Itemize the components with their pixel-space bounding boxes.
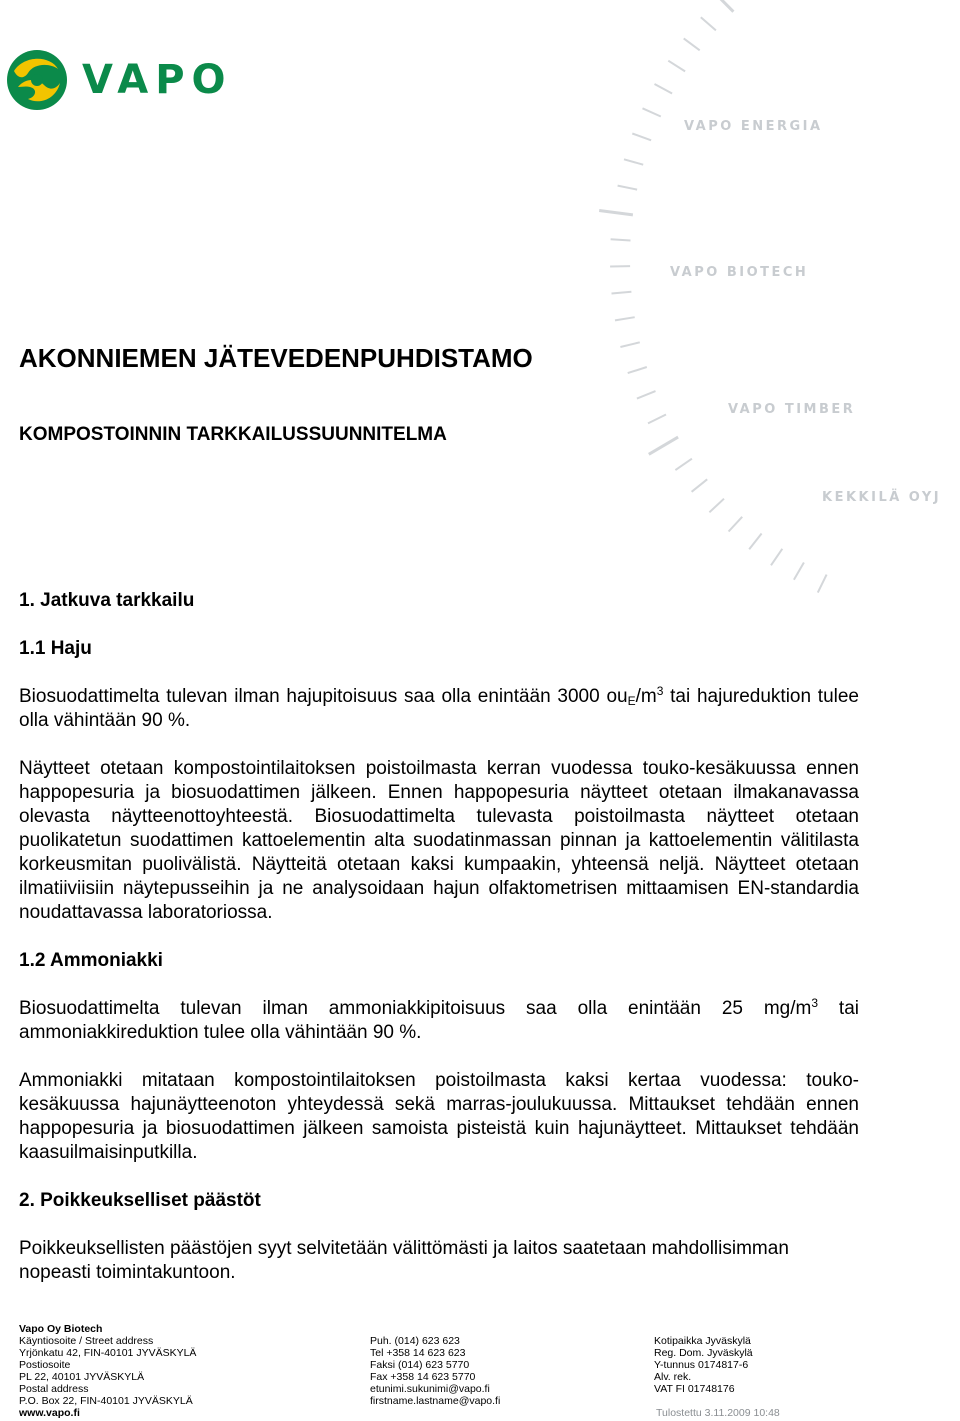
tick-mark bbox=[599, 211, 633, 215]
footer-line: P.O. Box 22, FIN-40101 JYVÄSKYLÄ bbox=[19, 1395, 193, 1407]
section-heading-1: 1. Jatkuva tarkkailu bbox=[19, 590, 195, 611]
printed-timestamp: Tulostettu 3.11.2009 10:48 bbox=[656, 1407, 780, 1419]
tick-mark bbox=[771, 549, 782, 566]
tick-mark bbox=[655, 84, 673, 94]
footer-email-fi: etunimi.sukunimi@vapo.fi bbox=[370, 1383, 490, 1395]
tick-mark bbox=[709, 499, 724, 513]
ammonia-limit-text-b: tai ammoniakkireduktion tulee olla vähintään 90 %. bbox=[19, 998, 859, 1043]
tick-mark bbox=[620, 342, 639, 347]
footer-line: Postal address bbox=[19, 1383, 89, 1395]
footer-website: www.vapo.fi bbox=[19, 1407, 80, 1419]
footer-line: Yrjönkatu 42, FIN-40101 JYVÄSKYLÄ bbox=[19, 1347, 197, 1359]
paragraph-odour-sampling: Näytteet otetaan kompostointilaitoksen poistoilmasta kerran vuodessa touko-kesäkuussa ennen happopesuria ja biosuodattimen jälkeen. Ennen happopesuria näytteet otetaan ilmakanavassa olevasta näytteenottoyhteestä. Biosuodattimelta tulevasta poistoilmasta näytteet otetaan puolikatetun suodattimen kattoelementin alta suodatinmassan pinnan ja kattoelementin välitilasta korkeusmitan puolivälistä. Näytteitä otetaan kaksi kumpaakin, yhteensä neljä. Näytteet otetaan ilmatiiviisiin näytepusseihin ja ne analysoidaan hajun olfaktometrisen mittaamisen EN-standardia noudattavassa laboratoriossa. bbox=[19, 758, 859, 923]
footer-line: Y-tunnus 0174817-6 bbox=[654, 1359, 749, 1371]
paragraph-odour-limit bbox=[19, 685, 859, 733]
tick-mark bbox=[648, 415, 666, 424]
tick-mark bbox=[618, 186, 638, 190]
odour-limit-text-b: /m bbox=[635, 686, 657, 707]
footer-address-column bbox=[19, 1323, 196, 1419]
division-label-energia: VAPO ENERGIA bbox=[684, 119, 823, 134]
footer-registration-column bbox=[654, 1335, 753, 1395]
tick-mark bbox=[668, 61, 685, 72]
footer-email: firstname.lastname@vapo.fi bbox=[370, 1395, 501, 1407]
document-subtitle: KOMPOSTOINNIN TARKKAILUSSUUNNITELMA bbox=[19, 424, 447, 445]
footer-phone: Puh. (014) 623 623 bbox=[370, 1335, 460, 1347]
tick-mark bbox=[637, 391, 656, 399]
tick-mark bbox=[612, 292, 632, 294]
tick-mark bbox=[628, 367, 647, 373]
tick-mark bbox=[701, 17, 716, 30]
document-body bbox=[19, 589, 859, 1309]
footer-line: VAT FI 01748176 bbox=[654, 1383, 735, 1395]
odour-limit-text-c: tai hajureduktion tulee olla vähintään 90 %. bbox=[19, 686, 859, 731]
tick-mark bbox=[649, 437, 678, 454]
footer-fax-fi: Faksi (014) 623 5770 bbox=[370, 1359, 470, 1371]
tick-mark bbox=[684, 38, 700, 50]
division-label-kekkila: KEKKILÄ OYJ bbox=[822, 490, 942, 505]
tick-mark bbox=[709, 0, 733, 12]
paragraph-ammonia-limit bbox=[19, 997, 859, 1045]
footer-contact-column bbox=[370, 1335, 500, 1407]
footer-company-name: Vapo Oy Biotech bbox=[19, 1323, 103, 1335]
logo-wordmark: VAPO bbox=[82, 57, 233, 103]
tick-mark bbox=[675, 459, 692, 470]
tick-mark bbox=[632, 134, 651, 141]
footer-tel: Tel +358 14 623 623 bbox=[370, 1347, 466, 1359]
footer-line: Käyntiosoite / Street address bbox=[19, 1335, 154, 1347]
footer-line: Reg. Dom. Jyväskylä bbox=[654, 1347, 753, 1359]
division-label-biotech: VAPO BIOTECH bbox=[670, 265, 809, 280]
footer-fax: Fax +358 14 623 5770 bbox=[370, 1371, 476, 1383]
section-heading-1-2: 1.2 Ammoniakki bbox=[19, 950, 163, 971]
odour-unit-subscript: E bbox=[627, 694, 636, 708]
tick-mark bbox=[643, 108, 661, 116]
odour-limit-text-a: Biosuodattimelta tulevan ilman hajupitoisuus saa olla enintään 3000 ou bbox=[19, 686, 628, 707]
tick-mark bbox=[729, 517, 743, 532]
footer-line: Alv. rek. bbox=[654, 1371, 692, 1383]
tick-mark bbox=[624, 159, 643, 164]
ammonia-unit-superscript: 3 bbox=[811, 996, 819, 1010]
footer-line: PL 22, 40101 JYVÄSKYLÄ bbox=[19, 1371, 145, 1383]
tick-mark bbox=[692, 479, 708, 492]
tick-mark bbox=[794, 563, 804, 580]
division-label-timber: VAPO TIMBER bbox=[728, 402, 856, 417]
tick-mark bbox=[615, 317, 635, 320]
tick-mark bbox=[611, 239, 631, 240]
footer-line: Postiosoite bbox=[19, 1359, 71, 1371]
decorative-tick-arc bbox=[0, 0, 960, 600]
paragraph-ammonia-measurement: Ammoniakki mitataan kompostointilaitoksen poistoilmasta kaksi kertaa vuodessa: touko-kesäkuussa hajunäytteenoton yhteydessä sekä marras-joulukuussa. Mittaukset tehdään ennen happopesuria ja biosuodattimen jälkeen samoista pisteistä kuin hajunäytteet. Mittaukset tehdään kaasuilmaisinputkilla. bbox=[19, 1070, 859, 1163]
tick-mark bbox=[749, 534, 761, 550]
section-heading-1-1: 1.1 Haju bbox=[19, 638, 92, 659]
paragraph-exceptional-emissions: Poikkeuksellisten päästöjen syyt selvitetään välittömästi ja laitos saatetaan mahdollisimman nopeasti toimintakuntoon. bbox=[19, 1238, 789, 1283]
odour-unit-superscript: 3 bbox=[656, 684, 664, 698]
ammonia-limit-text-a: Biosuodattimelta tulevan ilman ammoniakkipitoisuus saa olla enintään 25 mg/m bbox=[19, 998, 812, 1019]
section-heading-2: 2. Poikkeukselliset päästöt bbox=[19, 1190, 261, 1211]
document-title: AKONNIEMEN JÄTEVEDENPUHDISTAMO bbox=[19, 343, 533, 373]
footer-line: Kotipaikka Jyväskylä bbox=[654, 1335, 751, 1347]
